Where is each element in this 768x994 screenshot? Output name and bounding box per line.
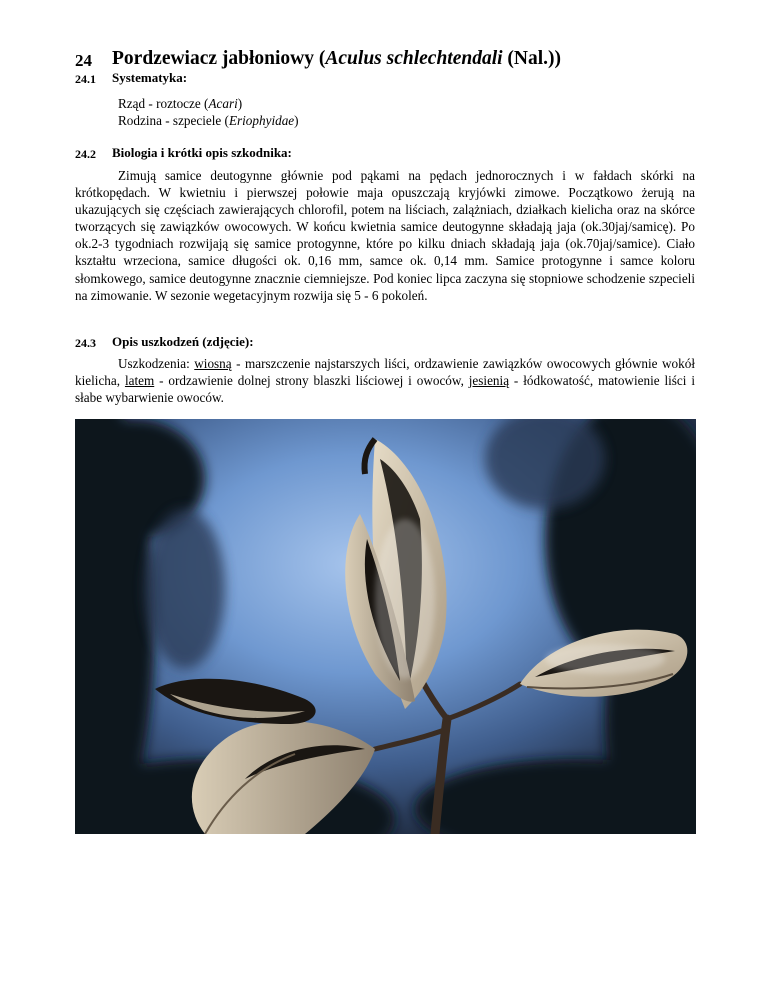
damage-lead: Uszkodzenia: <box>118 356 195 371</box>
order-latin: Acari <box>208 96 238 111</box>
damage-paragraph <box>75 355 695 406</box>
section-number: 24 <box>75 51 92 70</box>
subsection-number-systematics: 24.1 <box>75 72 96 86</box>
taxonomy-order <box>118 95 242 112</box>
autumn-label: jesienią <box>468 373 510 389</box>
family-prefix: Rodzina - szpeciele ( <box>118 113 229 128</box>
family-latin: Eriophyidae <box>228 113 295 128</box>
summer-text: - ordzawienie dolnej strony blaszki liściowej i owoców, <box>154 373 469 389</box>
family-suffix: ) <box>294 113 299 128</box>
title-end: (Nal.)) <box>502 48 562 69</box>
page-title <box>112 48 561 70</box>
title-latin-name: Aculus schlechtendali <box>325 48 503 69</box>
summer-label: latem <box>124 373 155 389</box>
damage-photo <box>75 419 696 834</box>
subsection-number-damage: 24.3 <box>75 336 96 350</box>
subsection-title-systematics: Systematyka: <box>112 70 188 85</box>
autumn-text: - łódkowatość, matowienie liści i słabe wybarwienie owoców. <box>75 373 696 406</box>
spring-label: wiosną <box>194 356 232 371</box>
title-start: Pordzewiacz jabłoniowy ( <box>112 48 326 69</box>
order-suffix: ) <box>237 96 243 111</box>
taxonomy-family <box>118 112 299 129</box>
subsection-title-damage: Opis uszkodzeń (zdjęcie): <box>112 334 254 349</box>
photo-illustration <box>75 419 696 834</box>
subsection-number-biology: 24.2 <box>75 147 96 161</box>
order-prefix: Rząd - roztocze ( <box>118 96 209 111</box>
subsection-title-biology: Biologia i krótki opis szkodnika: <box>112 145 292 160</box>
spring-text: - marszczenie najstarszych liści, ordzawienie zawiązków owocowych głównie wokół kielicha, <box>75 356 695 389</box>
biology-paragraph: Zimują samice deutogynne głównie pod pąkami na pędach jednorocznych i w fałdach skórki na krótkopędach. W kwietniu i pierwszej połowie maja opuszczają kryjówki zimowe. Początkowo żerują na ukazujących się częściach zawierających chlorofil, potem na liściach, zalążniach, działkach kielicha oraz na skórce tworzących się zawiązków owocowych. W końcu kwietnia samice deutogynne składają jaja (ok.30jaj/samicę). Po ok.2-3 tygodniach rozwijają się samice protogynne, które po kilku dniach składają jaja (ok.70jaj/samice). Ciało kształtu wrzeciona, samice długości ok. 0,16 mm, samce ok. 0,14 mm. Samice protogynne i samce koloru słomkowego, samice deutogynne znacznie ciemniejsze. Pod koniec lipca zaczyna się stopniowe schodzenie szpecieli na zimowanie. W sezonie wegetacyjnym rozwija się 5 - 6 pokoleń. <box>75 168 695 303</box>
